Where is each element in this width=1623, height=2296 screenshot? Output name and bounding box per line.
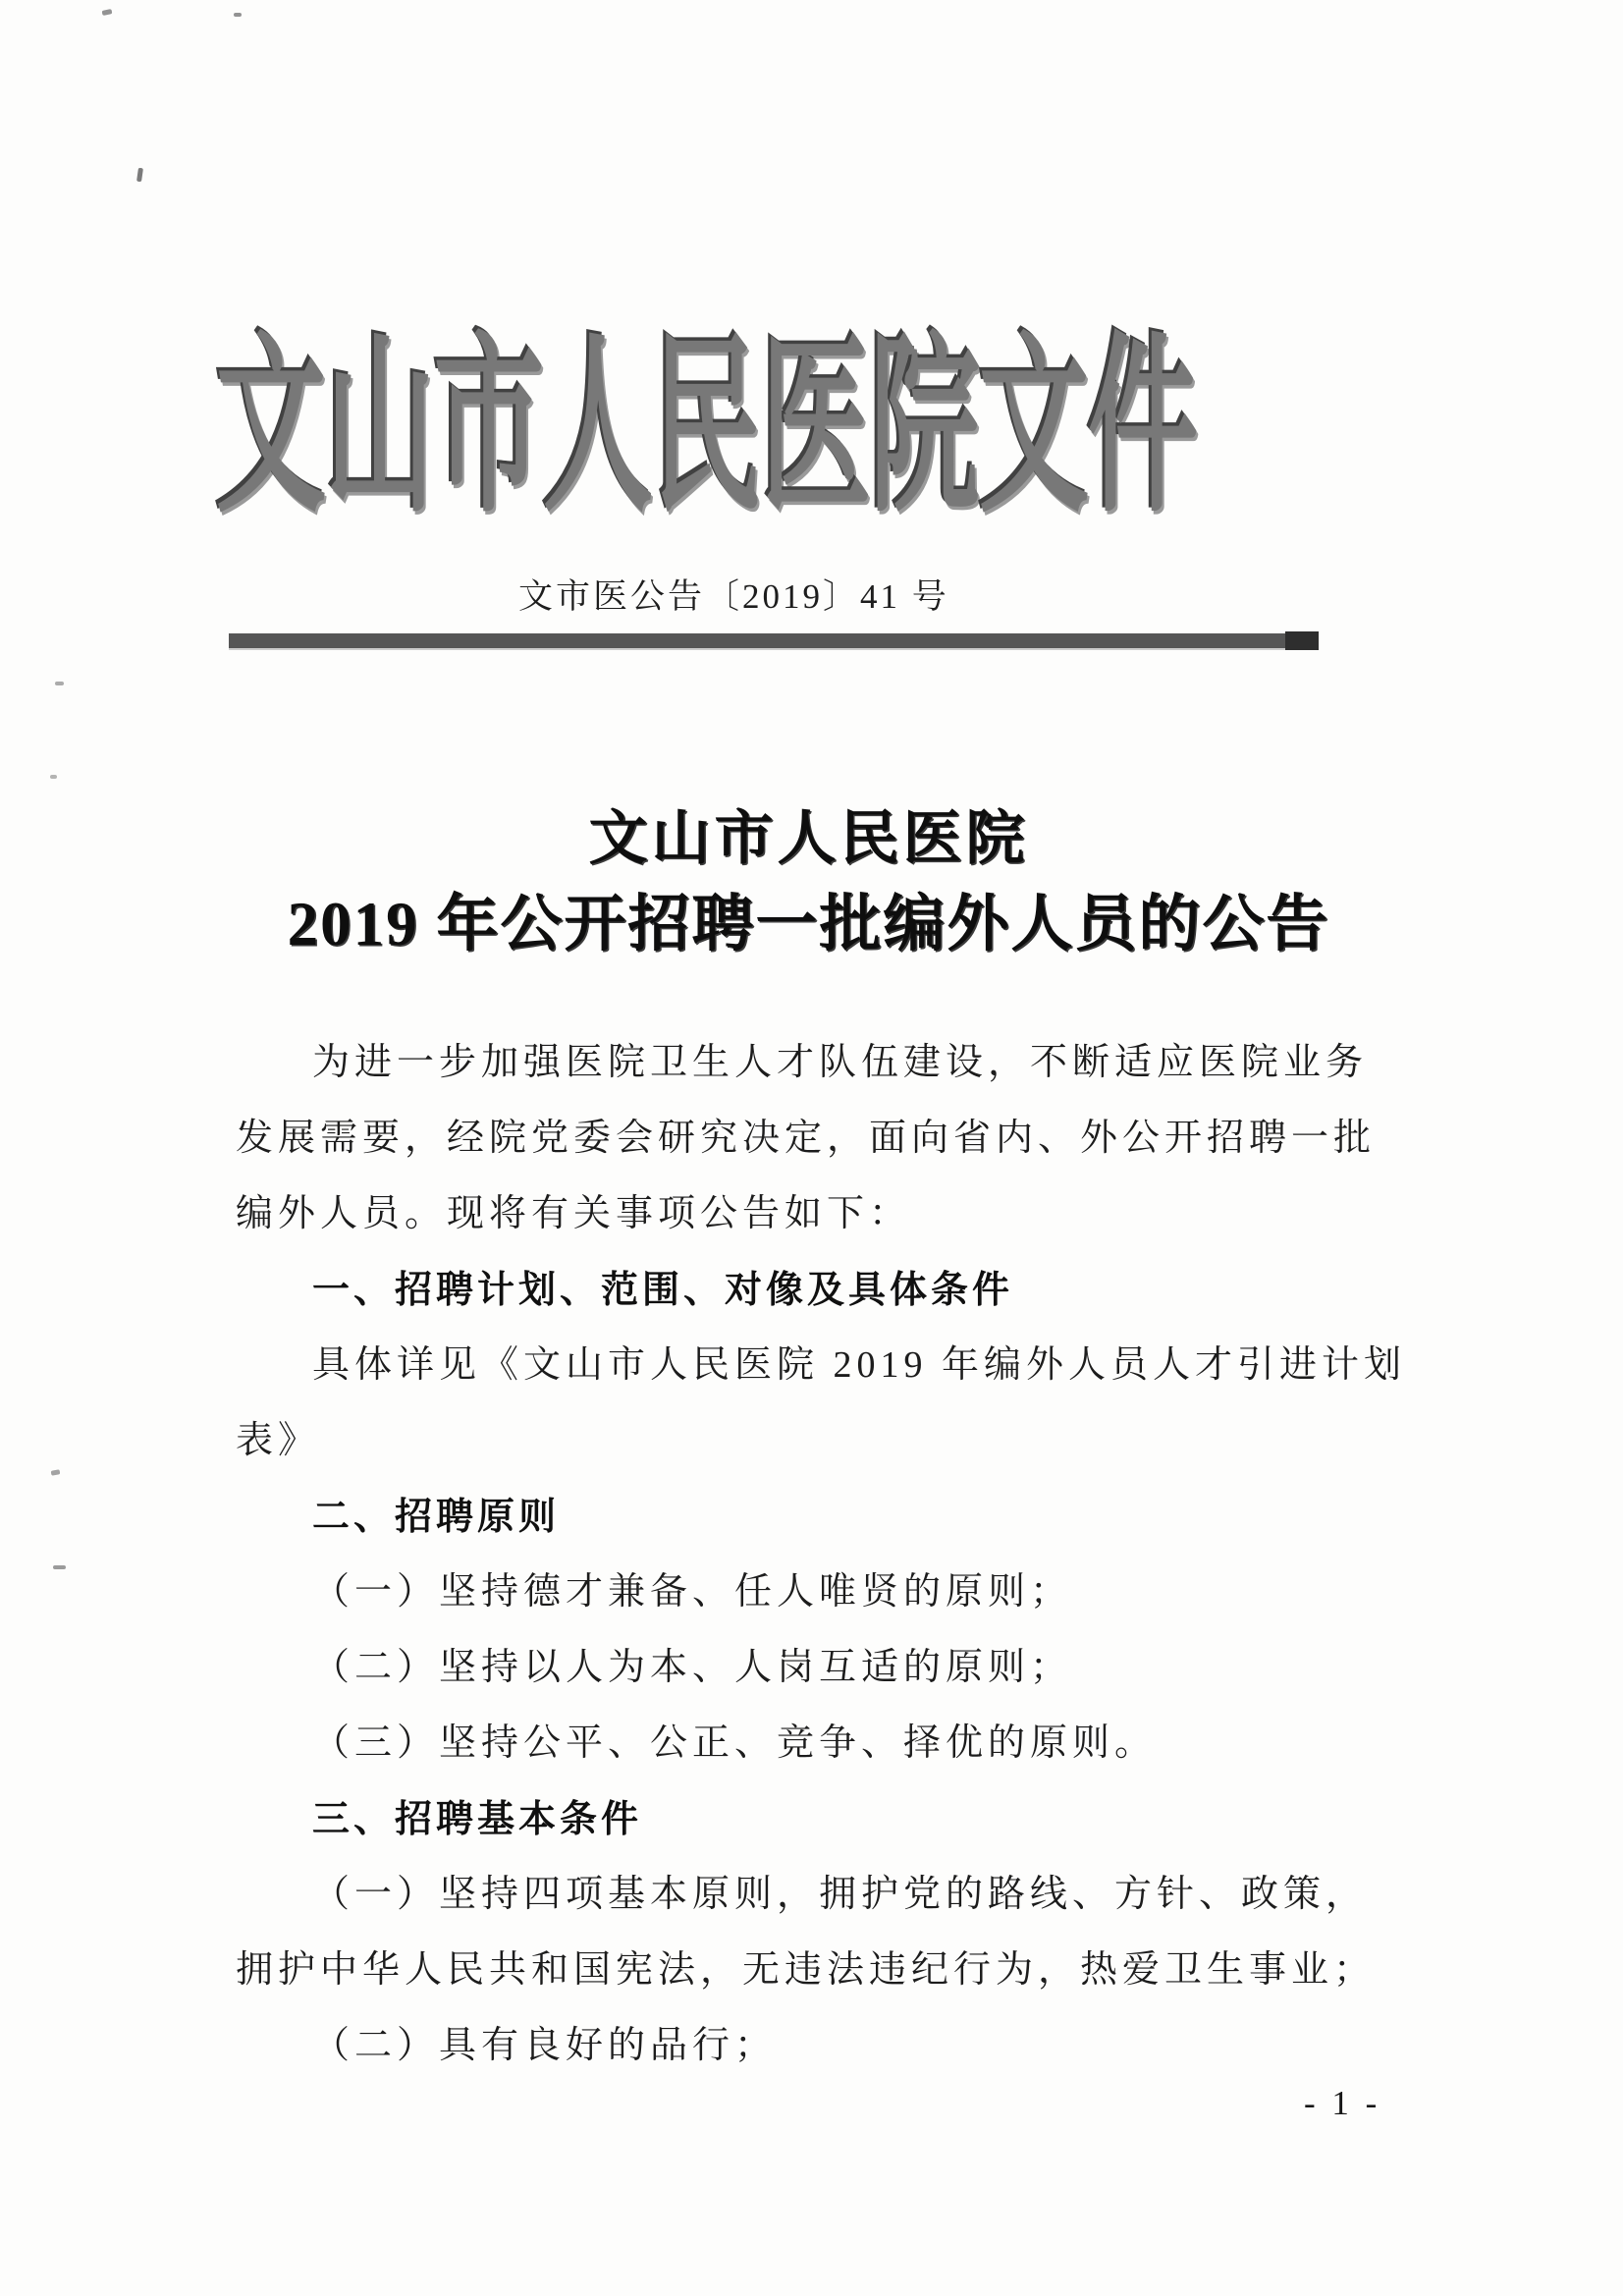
- body-line: （一）坚持德才兼备、任人唯贤的原则；: [312, 1571, 1073, 1613]
- section-heading: 二、招聘原则: [312, 1495, 561, 1538]
- document-body: [236, 1025, 1407, 2084]
- body-line: 拥护中华人民共和国宪法，无违法违纪行为，热爱卫生事业；: [236, 1949, 1377, 1991]
- scan-speck: [53, 1565, 66, 1569]
- body-line: （二）坚持以人为本、人岗互适的原则；: [312, 1647, 1073, 1688]
- body-line: （二）具有良好的品行；: [312, 2025, 778, 2066]
- page-number: - 1 -: [1304, 2084, 1381, 2122]
- scan-speck: [102, 9, 113, 16]
- scan-speck: [51, 1469, 61, 1475]
- body-line: （一）坚持四项基本原则，拥护党的路线、方针、政策，: [312, 1874, 1369, 1915]
- rule-end-cap: [1285, 631, 1319, 650]
- notice-title: [0, 797, 1617, 968]
- section-heading: 一、招聘计划、范围、对像及具体条件: [312, 1268, 1014, 1311]
- section-heading: 三、招聘基本条件: [312, 1797, 643, 1840]
- body-line: 为进一步加强医院卫生人才队伍建设，不断适应医院业务: [312, 1042, 1369, 1083]
- scan-speck: [50, 775, 57, 779]
- body-line: 表》: [236, 1420, 321, 1461]
- notice-title-line2: 2019 年公开招聘一批编外人员的公告: [287, 890, 1330, 958]
- scan-speck: [55, 682, 64, 685]
- letterhead-title: 文山市人民医院文件: [216, 322, 1197, 536]
- scan-speck: [136, 168, 143, 183]
- body-line: 具体详见《文山市人民医院 2019 年编外人员人才引进计划: [312, 1344, 1407, 1386]
- scan-speck: [234, 13, 242, 17]
- separator-rule: [229, 633, 1319, 648]
- doc-number: 文市医公告〔2019〕41 号: [518, 577, 949, 616]
- notice-title-line1: 文山市人民医院: [588, 806, 1029, 871]
- body-line: 编外人员。现将有关事项公告如下：: [236, 1193, 912, 1234]
- body-line: （三）坚持公平、公正、竞争、择优的原则。: [312, 1722, 1158, 1764]
- body-line: 发展需要，经院党委会研究决定，面向省内、外公开招聘一批: [236, 1118, 1377, 1159]
